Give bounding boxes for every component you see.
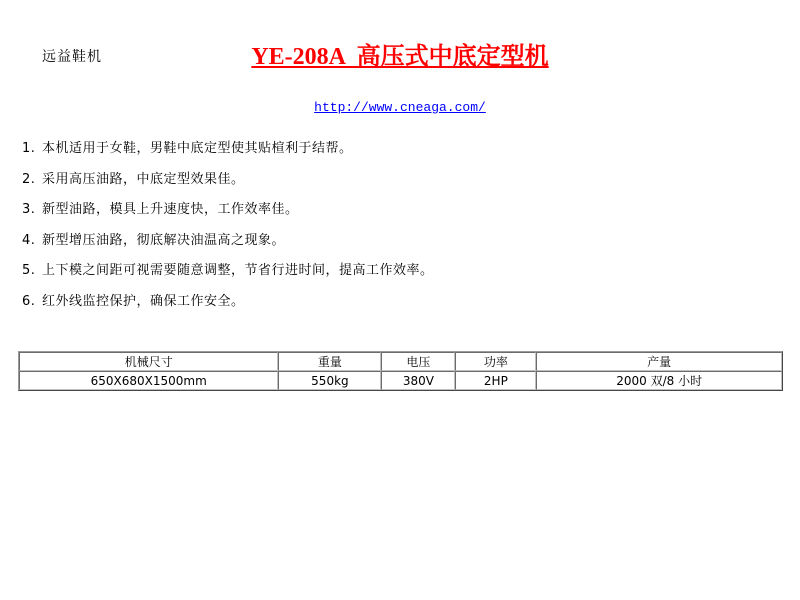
cell-power: 2HP (455, 371, 536, 390)
list-item-text: 本机适用于女鞋，男鞋中底定型使其贴楦利于结帮。 (42, 141, 353, 156)
cell-machine-size: 650X680X1500mm (19, 371, 278, 390)
list-item (22, 203, 772, 217)
header-output: 产量 (536, 352, 782, 371)
list-item-text: 新型增压油路，彻底解决油温高之现象。 (42, 232, 286, 248)
list-item-number: 3. (22, 202, 36, 217)
list-item-text: 采用高压油路，中底定型效果佳。 (42, 171, 245, 187)
header-voltage: 电压 (381, 352, 455, 371)
table-row (19, 371, 782, 390)
header-power: 功率 (455, 352, 536, 371)
cell-weight: 550kg (278, 371, 381, 390)
list-item (22, 264, 772, 278)
company-name: 远益鞋机 (42, 49, 102, 65)
list-item-text: 新型油路，模具上升速度快，工作效率佳。 (42, 202, 299, 217)
list-item-number: 1. (22, 141, 36, 156)
table-header-row (19, 352, 782, 371)
list-item-text: 上下模之间距可视需要随意调整，节省行进时间，提高工作效率。 (42, 263, 434, 278)
header-machine-size: 机械尺寸 (19, 352, 278, 371)
list-item (22, 234, 772, 248)
list-item-number: 6. (22, 293, 36, 309)
cell-voltage: 380V (381, 371, 455, 390)
list-item (22, 142, 772, 156)
list-item (22, 295, 772, 309)
feature-list (22, 142, 772, 325)
website-link[interactable]: http://www.cneaga.com/ (314, 100, 486, 115)
url-line (0, 96, 800, 115)
page-title: YE-208A 高压式中底定型机 (251, 44, 549, 70)
list-item-text: 红外线监控保护，确保工作安全。 (42, 293, 245, 309)
list-item-number: 2. (22, 171, 36, 187)
list-item-number: 4. (22, 232, 36, 248)
header-weight: 重量 (278, 352, 381, 371)
spec-table (18, 351, 783, 391)
list-item (22, 173, 772, 187)
list-item-number: 5. (22, 263, 36, 278)
cell-output: 2000 双/8 小时 (536, 371, 782, 390)
